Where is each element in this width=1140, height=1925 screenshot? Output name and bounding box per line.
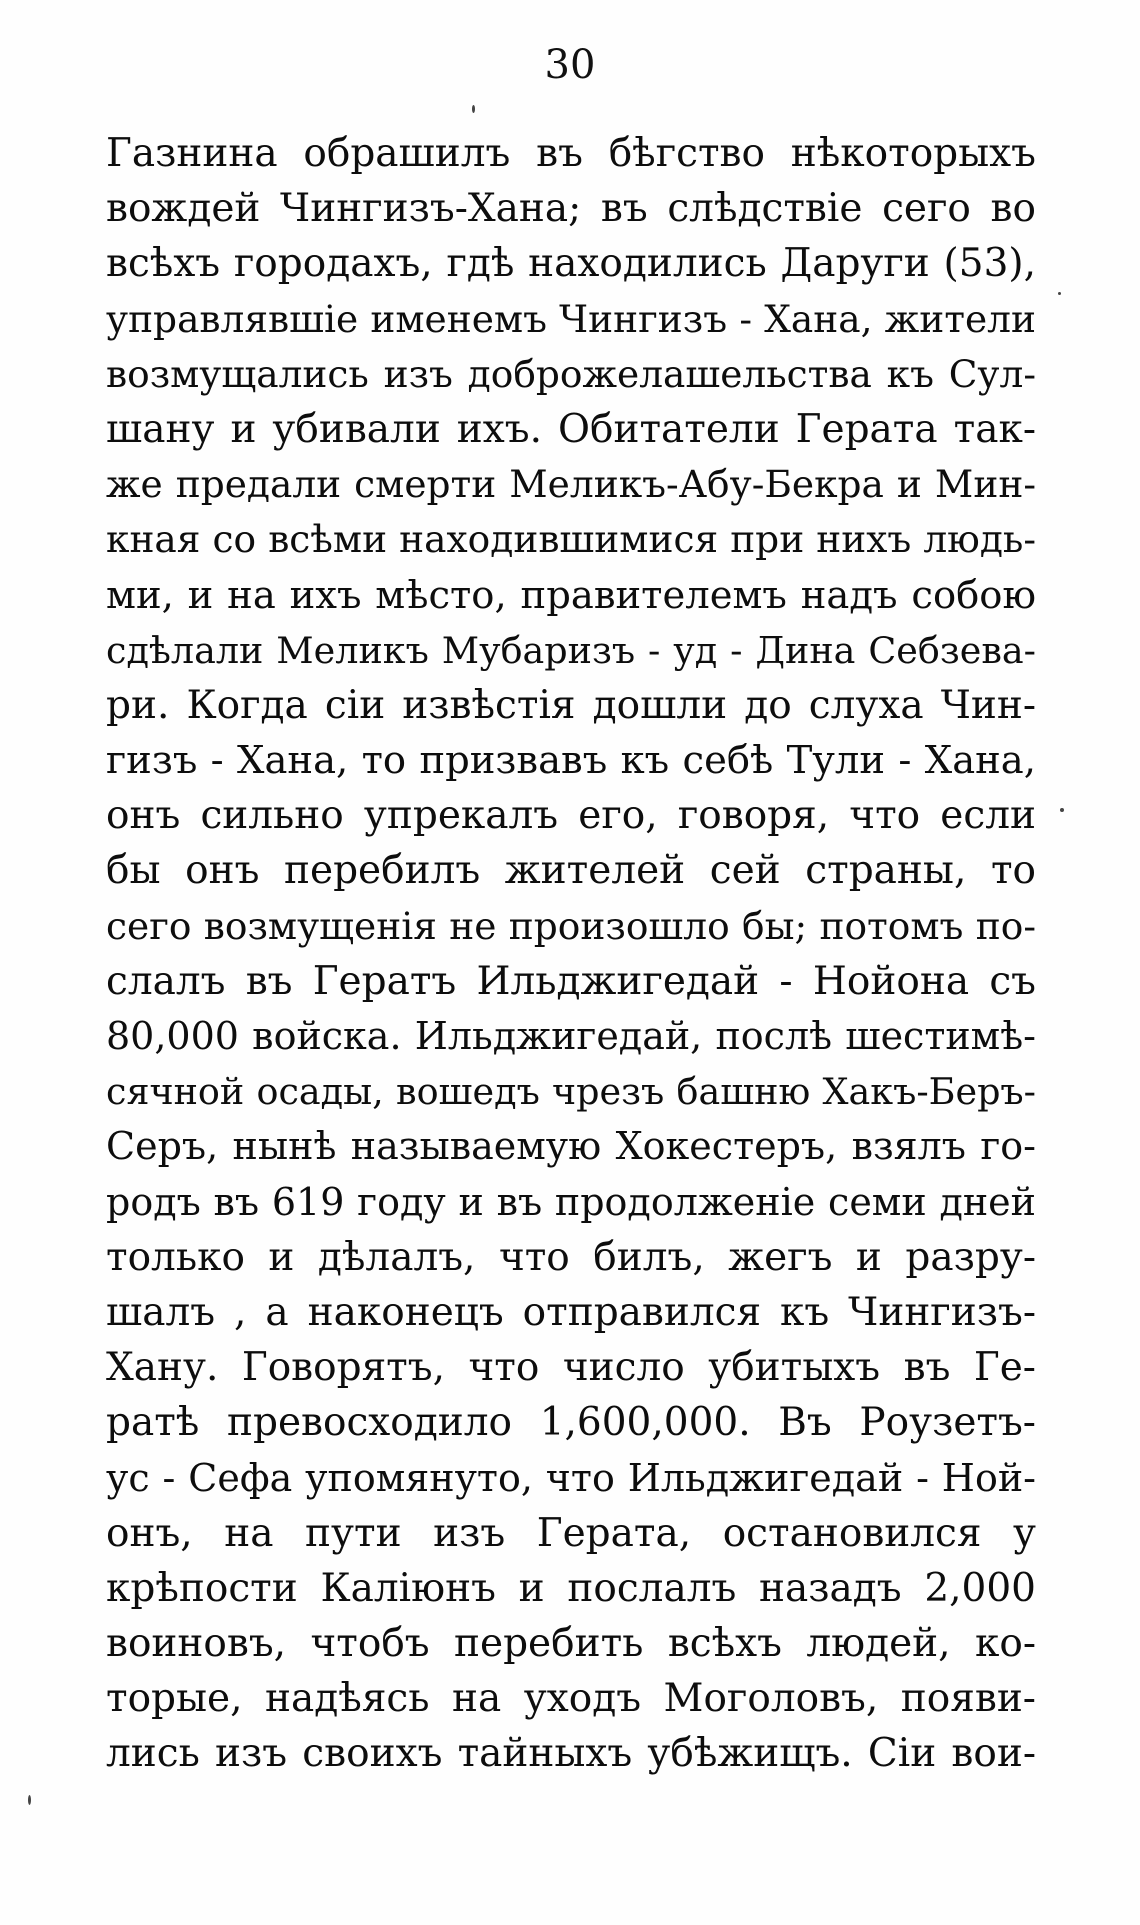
body-text (106, 126, 1036, 1782)
text-line: крѣпости Каліюнъ и послалъ назадъ 2,000 (106, 1565, 1036, 1611)
text-line: гизъ - Хана, то призвавъ къ себѣ Тули - Хана, (106, 738, 1036, 784)
text-line: воиновъ, чтобъ перебить всѣхъ людей, ко- (106, 1621, 1036, 1667)
scan-speck (1058, 292, 1061, 295)
text-line: ус - Сефа упомянуто, что Ильджигедай - Ной- (106, 1455, 1036, 1500)
text-line: вождей Чингизъ-Хана; въ слѣдствіе сего во (106, 186, 1036, 232)
text-line: Газнина обрашилъ въ бѣгство нѣкоторыхъ (106, 131, 1036, 176)
scan-speck (28, 1795, 31, 1805)
text-line: сего возмущенія не произошло бы; потомъ по- (106, 903, 1036, 948)
text-line: сдѣлали Меликъ Мубаризъ - уд - Дина Себзева- (106, 628, 1036, 672)
text-line: управлявшіе именемъ Чингизъ - Хана, жители (106, 296, 1036, 341)
text-line: же предали смерти Меликъ-Абу-Бекра и Мин- (106, 462, 1036, 507)
text-line: сячной осады, вошедъ чрезъ башню Хакъ-Беръ- (106, 1070, 1036, 1114)
scan-speck (1060, 808, 1064, 812)
text-line: шану и убивали ихъ. Обитатели Герата так- (106, 406, 1036, 452)
text-line: Хану. Говорятъ, что число убитыхъ въ Ге- (106, 1345, 1036, 1391)
text-line: кная со всѣми находившимися при нихъ людь- (106, 517, 1036, 562)
text-line: родъ въ 619 году и въ продолженіе семи дней (106, 1179, 1036, 1224)
text-line: ри. Когда сіи извѣстія дошли до слуха Чин- (106, 682, 1036, 728)
text-line: возмущались изъ доброжелашельства къ Сул- (106, 351, 1036, 396)
text-line: слалъ въ Гератъ Ильджигедай - Нойона съ (106, 958, 1036, 1004)
text-line: всѣхъ городахъ, гдѣ находились Даруги (53), (106, 241, 1036, 287)
text-line: ми, и на ихъ мѣсто, правителемъ надъ собою (106, 572, 1036, 618)
scan-speck (472, 105, 475, 113)
text-line: онъ, на пути изъ Герата, остановился у (106, 1510, 1036, 1556)
text-line: лись изъ своихъ тайныхъ убѣжищъ. Сіи вои- (106, 1731, 1036, 1777)
text-line: только и дѣлалъ, что билъ, жегъ и разру- (106, 1234, 1036, 1280)
text-line: Серъ, нынѣ называемую Хокестеръ, взялъ го- (106, 1124, 1036, 1169)
text-line: торые, надѣясь на уходъ Моголовъ, появи- (106, 1676, 1036, 1722)
page-number: 30 (544, 42, 596, 88)
text-line: бы онъ перебилъ жителей сей страны, то (106, 848, 1036, 894)
text-line: ратѣ превосходило 1,600,000. Въ Роузетъ- (106, 1400, 1036, 1446)
text-line: онъ сильно упрекалъ его, говоря, что если (106, 793, 1036, 839)
text-line: шалъ , а наконецъ отправился къ Чингизъ- (106, 1289, 1036, 1335)
text-line: 80,000 войска. Ильджигедай, послѣ шестимѣ- (106, 1014, 1036, 1058)
